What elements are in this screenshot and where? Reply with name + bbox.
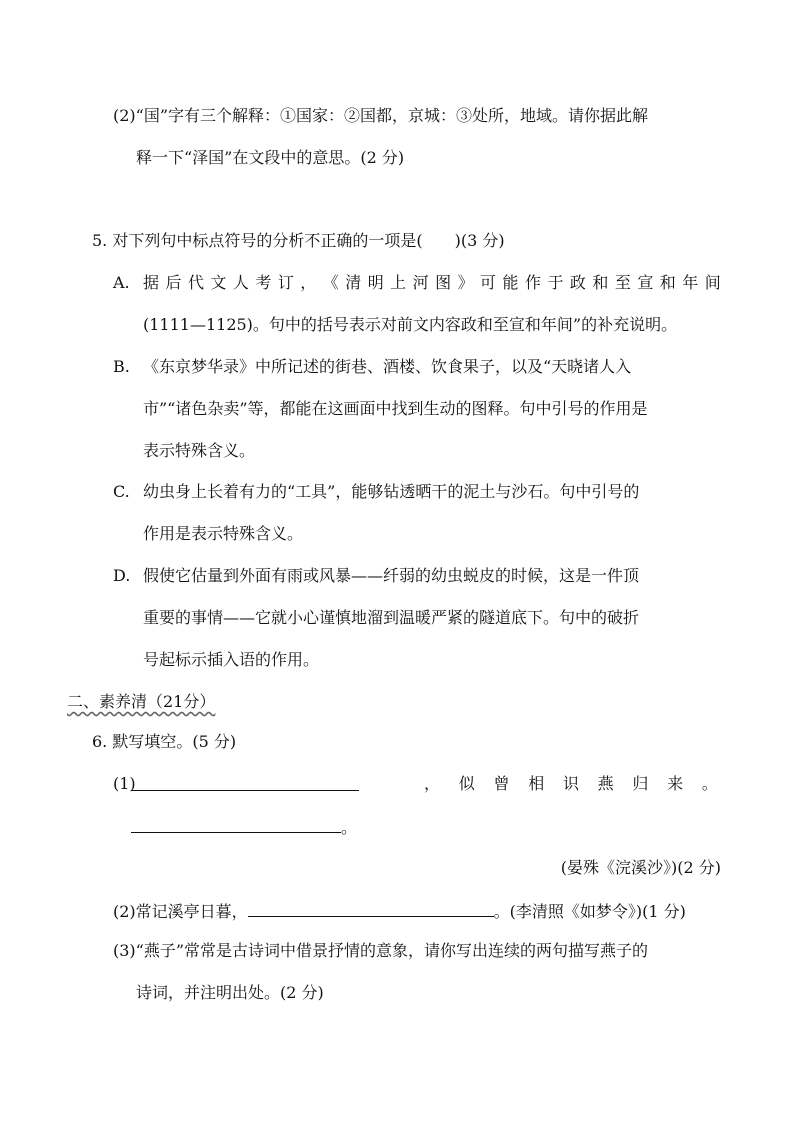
q5-option-a-char: 后 [165, 273, 182, 292]
q4-2-line2: 释一下“泽国”在文段中的意思。(2 分) [136, 148, 405, 167]
q5-stem: 5. 对下列句中标点符号的分析不正确的一项是( )(3 分) [92, 231, 505, 250]
q6-1-char: 燕 [597, 774, 614, 793]
q5-option-a-char: 和 [592, 273, 609, 292]
q5-option-b-line2: 市”“诸色杂卖”等，都能在这画面中找到生动的图释。句中引号的作用是 [143, 399, 648, 418]
q5-option-a-char: 和 [659, 273, 676, 292]
q5-option-a-char: 《 [322, 273, 339, 292]
q5-option-a-char: 能 [502, 273, 519, 292]
q6-1-char: 曾 [493, 774, 510, 793]
q6-1-char: 来 [667, 774, 684, 793]
q6-1-source: (晏殊《浣溪沙》)(2 分) [560, 858, 721, 877]
q5-option-a-char: 》 [457, 273, 474, 292]
q6-1-char: ， [424, 774, 441, 793]
q5-option-a-char: 政 [569, 273, 586, 292]
q6-3-line2: 诗词，并注明出处。(2 分) [136, 983, 324, 1002]
q5-option-d-line2: 重要的事情——它就小心谨慎地溜到温暖严紧的隧道底下。句中的破折 [143, 608, 640, 627]
q6-1-prefix: (1) [113, 774, 136, 793]
q5-option-d-label: D. [113, 566, 131, 585]
q5-option-a-label: A. [113, 273, 130, 292]
q6-1-end-punct: 。 [341, 818, 358, 837]
q5-option-a-char: 上 [390, 273, 407, 292]
q5-option-a-line2: (1111—1125)。句中的括号表示对前文内容政和至宣和年间”的补充说明。 [143, 315, 678, 334]
q6-2-blank[interactable] [248, 900, 494, 917]
q6-1-text [424, 774, 718, 794]
q5-option-a-char: 文 [210, 273, 227, 292]
q5-option-b-line1: 《东京梦华录》中所记述的街巷、酒楼、饮食果子，以及“天晓诸人入 [143, 357, 632, 376]
q5-option-a-char: 间 [704, 273, 721, 292]
q5-option-a-char: 年 [682, 273, 699, 292]
q6-1-char: 。 [701, 774, 718, 793]
q6-3-line1: (3)“燕子”常常是古诗词中借景抒情的意象，请你写出连续的两句描写燕子的 [113, 941, 649, 960]
q5-option-a-char: 人 [232, 273, 249, 292]
q5-option-a-line1 [143, 273, 721, 293]
q5-option-a-char: ， [300, 273, 317, 292]
q5-option-b-line3: 表示特殊含义。 [143, 441, 256, 460]
q5-option-d-line3: 号起标示插入语的作用。 [143, 650, 320, 669]
q6-stem: 6. 默写填空。(5 分) [92, 732, 237, 751]
q6-2-suffix: 。(李清照《如梦令》)(1 分) [493, 902, 686, 921]
q5-option-a-char: 至 [614, 273, 631, 292]
q5-option-a-char: 明 [367, 273, 384, 292]
q6-1-char: 识 [562, 774, 579, 793]
q5-option-a-char: 图 [435, 273, 452, 292]
q6-1-char: 似 [458, 774, 475, 793]
q6-2-line [113, 900, 686, 922]
q6-1-blank-1[interactable] [131, 774, 359, 796]
q5-option-d-line1: 假使它估量到外面有雨或风暴——纤弱的幼虫蜕皮的时候，这是一件顶 [143, 566, 640, 585]
q5-option-c-label: C. [113, 482, 130, 501]
q5-option-a-char: 宣 [637, 273, 654, 292]
q5-option-c-line1: 幼虫身上长着有力的“工具”，能够钻透晒干的泥土与沙石。句中引号的 [143, 482, 640, 501]
q5-option-b-label: B. [113, 357, 130, 376]
q6-2-prefix: (2)常记溪亭日暮， [113, 902, 248, 921]
q5-option-a-char: 考 [255, 273, 272, 292]
section-2-heading [67, 692, 215, 712]
q4-2-line1: (2)“国”字有三个解释：①国家：②国都，京城：③处所，地域。请你据此解 [113, 106, 649, 125]
q5-option-a-char: 清 [345, 273, 362, 292]
q5-option-c-line2: 作用是表示特殊含义。 [143, 524, 304, 543]
q5-option-a-char: 河 [412, 273, 429, 292]
q5-option-a-char: 于 [547, 273, 564, 292]
q6-1-char: 归 [632, 774, 649, 793]
q5-option-a-char: 可 [480, 273, 497, 292]
section-2-title: 二、素养清（21分） [67, 692, 216, 711]
q5-option-a-char: 代 [187, 273, 204, 292]
q6-1-char: 相 [528, 774, 545, 793]
q5-option-a-char: 据 [143, 273, 160, 292]
q6-1-blank-2[interactable] [131, 816, 357, 838]
q5-option-a-char: 作 [524, 273, 541, 292]
q5-option-a-char: 订 [277, 273, 294, 292]
